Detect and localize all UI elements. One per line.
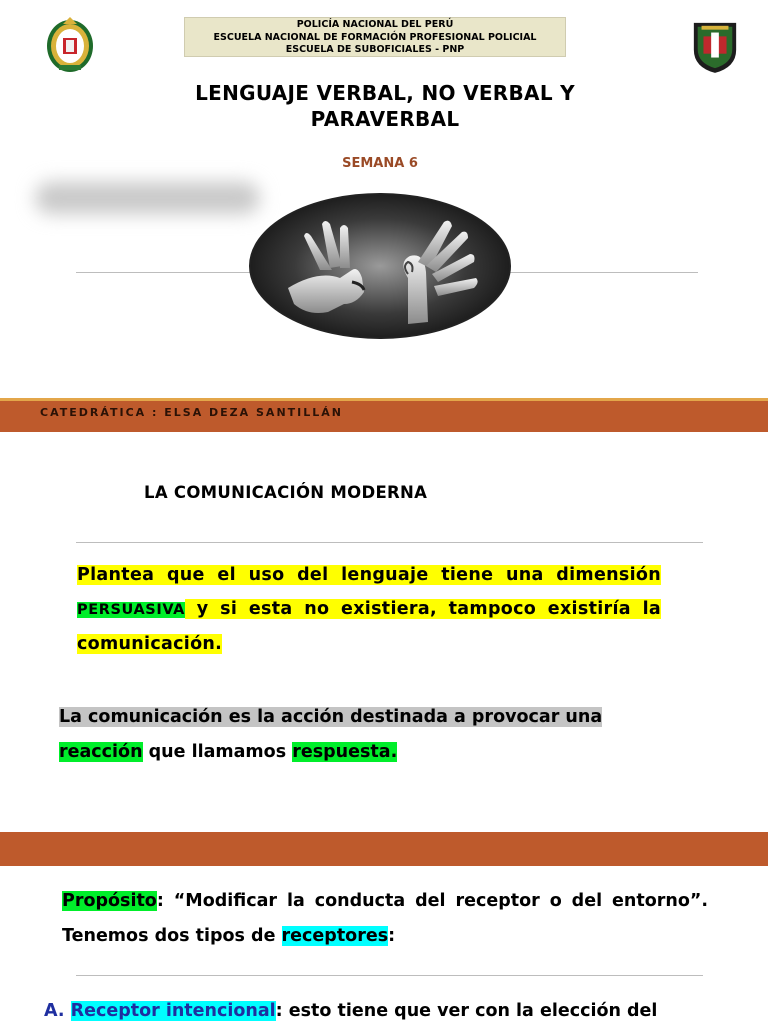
list-marker: A. <box>44 1001 71 1021</box>
divider-right <box>510 272 698 273</box>
paragraph-text: Plantea que el uso del lenguaje tiene una dimensión <box>77 565 661 585</box>
blurred-text <box>35 182 260 214</box>
pnp-emblem-icon <box>45 14 95 74</box>
header-line-2: ESCUELA NACIONAL DE FORMACIÓN PROFESIONAL POLICIAL <box>213 31 537 43</box>
paragraph-text: : esto tiene que ver con la elección del <box>275 1001 658 1021</box>
highlight-proposito: Propósito <box>62 891 157 911</box>
paragraph-text: que llamamos <box>142 742 293 762</box>
paragraph-text: y si esta no existiera, tampoco existiría la comunicación. <box>77 599 661 654</box>
slide-purpose <box>0 866 768 1024</box>
definition-paragraph <box>59 700 659 770</box>
section-title: LA COMUNICACIÓN MODERNA <box>144 483 428 502</box>
teacher-label: CATEDRÁTICA : ELSA DEZA SANTILLÁN <box>40 406 343 419</box>
hands-communication-image <box>248 192 512 340</box>
paragraph-text: : “Modificar la conducta del receptor o del entorno”. Tenemos dos tipos de <box>62 891 708 946</box>
paragraph-text: : <box>388 926 396 946</box>
highlight-respuesta: respuesta. <box>292 742 398 762</box>
title-line-1: LENGUAJE VERBAL, NO VERBAL Y <box>195 81 575 105</box>
highlight-reaccion: reacción <box>59 742 143 762</box>
slide-cover <box>0 0 768 398</box>
paragraph-text: La comunicación es la acción destinada a provocar una <box>59 707 603 727</box>
school-crest-icon <box>690 16 740 76</box>
header-line-1: POLICÍA NACIONAL DEL PERÚ <box>296 19 454 30</box>
highlight-receptores: receptores <box>281 926 389 946</box>
divider-left <box>76 272 252 273</box>
persuasive-paragraph <box>77 558 661 661</box>
purpose-paragraph <box>62 884 708 954</box>
section-divider <box>76 542 703 543</box>
highlight-persuasiva: PERSUASIVA <box>77 602 185 618</box>
institution-header <box>184 17 566 57</box>
receptor-paragraph <box>44 994 708 1024</box>
purpose-divider <box>76 975 703 976</box>
highlight-receptor-intencional: Receptor intencional <box>70 1001 276 1021</box>
slide-modern-communication <box>0 432 768 832</box>
page-title <box>120 80 650 132</box>
week-label: SEMANA 6 <box>342 156 418 171</box>
section-band <box>0 832 768 866</box>
header-line-3: ESCUELA DE SUBOFICIALES - PNP <box>285 44 465 55</box>
title-line-2: PARAVERBAL <box>310 107 460 131</box>
